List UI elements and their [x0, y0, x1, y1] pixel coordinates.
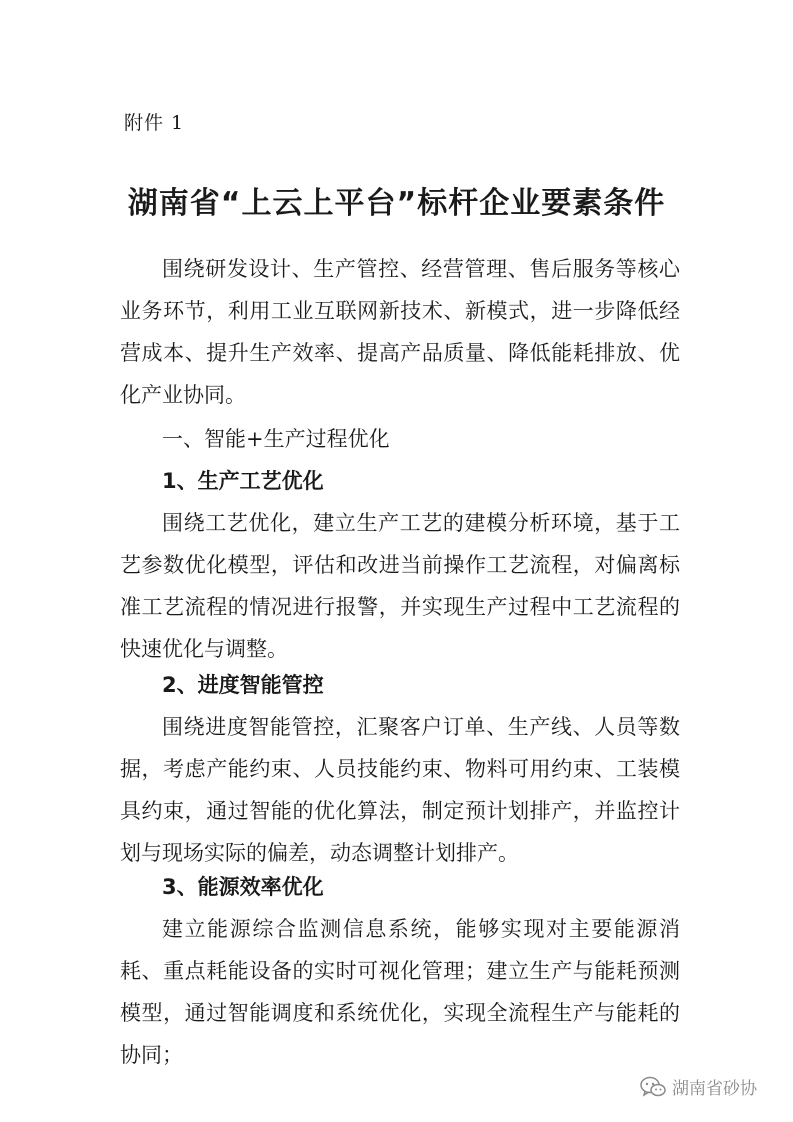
item-heading: 2、进度智能管控	[162, 673, 324, 697]
watermark-text: 湖南省砂协	[672, 1079, 757, 1099]
wechat-icon	[640, 1076, 666, 1098]
section-heading: 一、智能+生产过程优化	[162, 427, 390, 451]
item-body: 建立能源综合监测信息系统，能够实现对主要能源消耗、重点耗能设备的实时可视化管理；建立生产与能耗预测模型，通过智能调度和系统优化，实现全流程生产与能耗的协同；	[120, 917, 680, 1067]
item-body: 围绕进度智能管控，汇聚客户订单、生产线、人员等数据，考虑产能约束、人员技能约束、物料可用约束、工装模具约束，通过智能的优化算法，制定预计划排产，并监控计划与现场实际的偏差，动态调整计划排产。	[120, 715, 680, 865]
intro-paragraph: 围绕研发设计、生产管控、经营管理、售后服务等核心业务环节，利用工业互联网新技术、新模式，进一步降低经营成本、提升生产效率、提高产品质量、降低能耗排放、优化产业协同。	[120, 257, 680, 407]
watermark	[640, 1074, 757, 1099]
document-title: 湖南省“上云上平台”标杆企业要素条件	[127, 186, 666, 221]
item-body: 围绕工艺优化，建立生产工艺的建模分析环境，基于工艺参数优化模型，评估和改进当前操作工艺流程，对偏离标准工艺流程的情况进行报警，并实现生产过程中工艺流程的快速优化与调整。	[120, 511, 680, 661]
item-heading: 3、能源效率优化	[162, 875, 324, 899]
item-heading: 1、生产工艺优化	[162, 469, 324, 493]
attachment-label: 附件 1	[124, 112, 185, 134]
